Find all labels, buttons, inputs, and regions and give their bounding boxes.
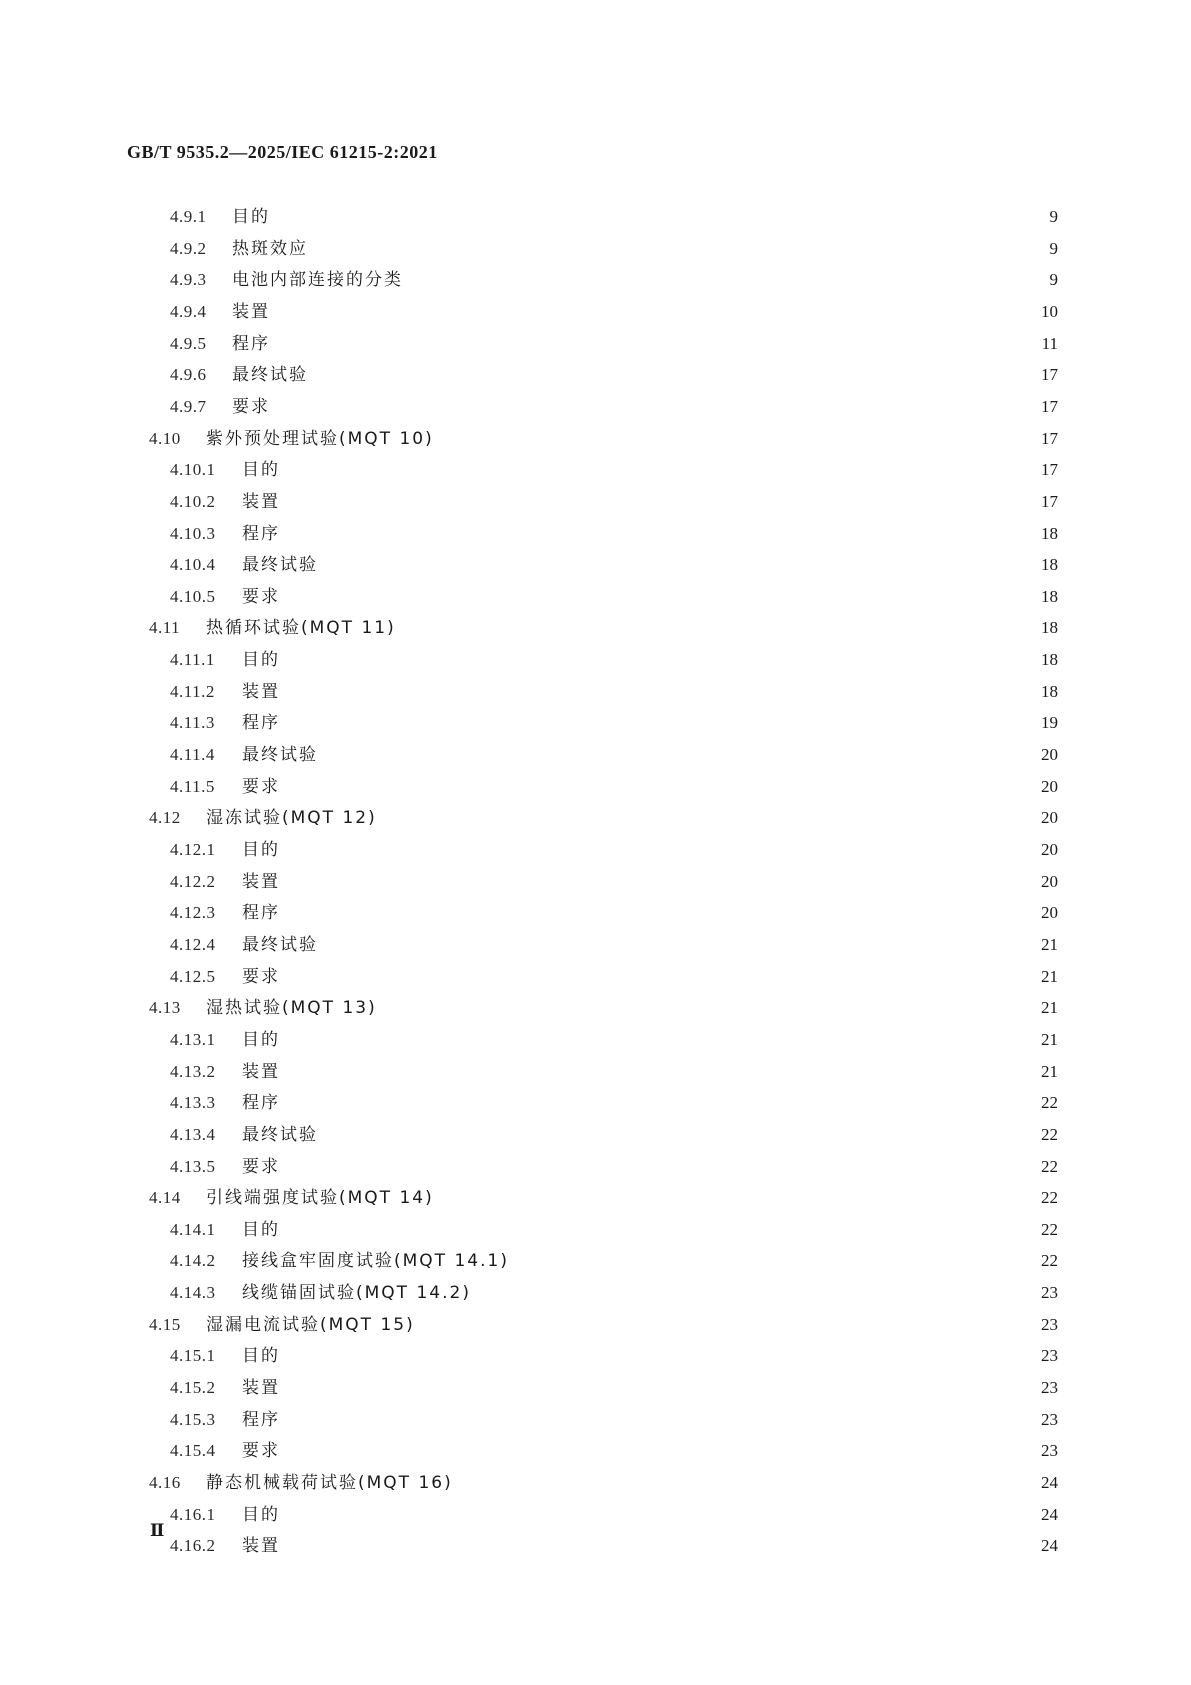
toc-entry[interactable] <box>170 734 1058 766</box>
toc-entry-page: 10 <box>1041 301 1058 321</box>
toc-entry-number: 4.15 <box>149 1314 181 1334</box>
toc-entry[interactable] <box>149 1462 1058 1493</box>
toc-entry-page: 24 <box>1041 1504 1058 1524</box>
toc-entry-number: 4.12.1 <box>170 840 216 859</box>
toc-entry-page: 20 <box>1041 840 1058 859</box>
toc-entry-page: 21 <box>1041 1029 1058 1049</box>
toc-entry[interactable] <box>170 892 1058 924</box>
toc-entry-title: 装置 <box>242 871 280 892</box>
toc-entry-number: 4.11.4 <box>170 745 215 765</box>
toc-entry-number: 4.14.3 <box>170 1283 216 1303</box>
toc-entry-number: 4.10.5 <box>170 586 216 606</box>
toc-entry[interactable] <box>170 861 1058 892</box>
standard-code-header <box>127 142 438 163</box>
toc-entry-number: 4.15.2 <box>170 1378 216 1398</box>
toc-entry-page: 23 <box>1041 1283 1058 1303</box>
toc-entry-number: 4.10.1 <box>170 460 216 480</box>
dot-leader <box>282 196 1020 222</box>
toc-entry-number: 4.15.3 <box>170 1409 216 1429</box>
toc-entry[interactable] <box>170 829 1058 860</box>
toc-entry[interactable] <box>170 228 1058 259</box>
toc-entry-page: 20 <box>1041 903 1058 923</box>
dot-leader <box>292 1494 1020 1520</box>
toc-entry[interactable] <box>149 1177 1058 1209</box>
toc-entry-title: 装置 <box>242 491 280 512</box>
toc-entry-page: 21 <box>1041 934 1058 954</box>
toc-entry-title: 最终试验 <box>242 1124 318 1145</box>
toc-entry-title: 最终试验 <box>242 934 318 955</box>
toc-entry-number: 4.12.2 <box>170 871 216 891</box>
dot-leader <box>292 766 1020 792</box>
toc-entry-page: 22 <box>1041 1219 1058 1239</box>
toc-entry[interactable] <box>170 354 1058 386</box>
toc-entry[interactable] <box>170 544 1058 576</box>
toc-entry-number: 4.11.2 <box>170 681 215 701</box>
dot-leader <box>389 797 1020 823</box>
toc-entry-page: 18 <box>1041 650 1058 670</box>
toc-entry-page: 21 <box>1041 1061 1058 1081</box>
dot-leader <box>292 576 1020 602</box>
toc-entry-title: 装置 <box>242 1536 280 1557</box>
toc-entry-number: 4.9.2 <box>170 238 207 258</box>
toc-entry-page: 9 <box>1049 238 1058 258</box>
toc-entry-title: 热斑效应 <box>232 238 308 259</box>
dot-leader <box>292 892 1020 918</box>
toc-entry-title: 接线盒牢固度试验(MQT 14.1) <box>242 1251 509 1272</box>
dot-leader <box>292 1399 1020 1425</box>
toc-entry-title: 程序 <box>242 523 280 544</box>
toc-entry[interactable] <box>170 1051 1058 1082</box>
toc-entry-page: 22 <box>1041 1251 1058 1271</box>
toc-entry-page: 18 <box>1041 681 1058 701</box>
toc-entry-page: 23 <box>1041 1346 1058 1366</box>
dot-leader <box>320 228 1020 254</box>
toc-entry-title: 热循环试验(MQT 11) <box>206 618 396 639</box>
toc-entry-title: 装置 <box>242 681 280 702</box>
toc-entry-number: 4.9.5 <box>170 333 207 353</box>
toc-entry[interactable] <box>170 1367 1058 1399</box>
toc-entry-title: 目的 <box>242 650 280 671</box>
toc-entry[interactable] <box>170 386 1058 417</box>
toc-entry-number: 4.13 <box>149 998 181 1018</box>
toc-entry-title: 装置 <box>242 1061 280 1082</box>
dot-leader <box>408 607 1020 633</box>
toc-entry-number: 4.13.3 <box>170 1093 216 1113</box>
toc-entry-title: 程序 <box>232 333 270 354</box>
toc-entry-page: 20 <box>1041 871 1058 891</box>
toc-entry-number: 4.14.2 <box>170 1251 216 1271</box>
toc-entry-page: 22 <box>1041 1188 1058 1208</box>
toc-entry-title: 要求 <box>242 1441 280 1462</box>
toc-entry[interactable] <box>170 1525 1058 1557</box>
toc-entry-title: 最终试验 <box>242 555 318 576</box>
toc-entry-page: 21 <box>1041 998 1058 1018</box>
toc-entry[interactable] <box>170 671 1058 702</box>
toc-entry-title: 装置 <box>242 1378 280 1399</box>
dot-leader <box>330 924 1020 950</box>
toc-entry-page: 23 <box>1041 1441 1058 1461</box>
dot-leader <box>521 1240 1020 1266</box>
dot-leader <box>483 1272 1020 1298</box>
toc-entry-number: 4.10 <box>149 428 181 448</box>
toc-entry-number: 4.13.4 <box>170 1124 216 1144</box>
toc-entry-number: 4.12.5 <box>170 966 216 986</box>
toc-entry-page: 17 <box>1041 491 1058 511</box>
dot-leader <box>330 734 1020 760</box>
toc-entry-title: 目的 <box>242 1029 280 1050</box>
toc-entry-number: 4.11.1 <box>170 650 215 670</box>
toc-entry-number: 4.13.5 <box>170 1156 216 1176</box>
toc-entry[interactable] <box>170 1240 1058 1272</box>
toc-entry[interactable] <box>149 797 1058 829</box>
toc-entry-page: 23 <box>1041 1378 1058 1398</box>
toc-entry-page: 24 <box>1041 1473 1058 1492</box>
dot-leader <box>292 1146 1020 1172</box>
dot-leader <box>320 354 1020 380</box>
toc-entry[interactable] <box>170 1335 1058 1367</box>
toc-entry-number: 4.14 <box>149 1188 181 1208</box>
toc-entry[interactable] <box>170 1082 1058 1114</box>
dot-leader <box>282 291 1020 317</box>
toc-entry[interactable] <box>170 1114 1058 1145</box>
toc-entry-title: 要求 <box>242 966 280 987</box>
toc-entry[interactable] <box>170 1146 1058 1177</box>
toc-entry-title: 目的 <box>232 207 270 227</box>
dot-leader <box>292 513 1020 539</box>
toc-entry-page: 18 <box>1041 555 1058 575</box>
toc-entry[interactable] <box>170 291 1058 322</box>
toc-entry-page: 20 <box>1041 776 1058 796</box>
toc-entry-number: 4.11.5 <box>170 776 215 796</box>
toc-entry[interactable] <box>170 513 1058 544</box>
toc-entry[interactable] <box>170 196 1058 227</box>
toc-entry-number: 4.10.4 <box>170 555 216 575</box>
toc-entry-title: 目的 <box>242 840 280 860</box>
dot-leader <box>282 323 1020 349</box>
toc-entry-number: 4.16.1 <box>170 1504 216 1524</box>
toc-entry-number: 4.16 <box>149 1473 181 1492</box>
toc-entry-page: 22 <box>1041 1093 1058 1113</box>
toc-entry-number: 4.13.1 <box>170 1029 216 1049</box>
toc-entry[interactable] <box>149 418 1058 449</box>
toc-entry[interactable] <box>149 607 1058 639</box>
toc-entry[interactable] <box>170 1430 1058 1462</box>
toc-entry-number: 4.13.2 <box>170 1061 216 1081</box>
toc-entry-number: 4.9.1 <box>170 207 207 226</box>
toc-entry-page: 22 <box>1041 1156 1058 1176</box>
toc-entry-number: 4.10.3 <box>170 523 216 543</box>
toc-entry-page: 22 <box>1041 1124 1058 1144</box>
toc-entry[interactable] <box>170 1019 1058 1050</box>
toc-entry-page: 19 <box>1041 713 1058 733</box>
dot-leader <box>292 449 1020 475</box>
toc-entry[interactable] <box>170 1399 1058 1430</box>
toc-entry-page: 17 <box>1041 428 1058 448</box>
toc-entry[interactable] <box>170 1494 1058 1525</box>
toc-entry-page: 18 <box>1041 586 1058 606</box>
toc-entry-page: 18 <box>1041 523 1058 543</box>
toc-entry-number: 4.12 <box>149 808 181 828</box>
dot-leader <box>292 1051 1020 1077</box>
toc-entry-page: 21 <box>1041 966 1058 986</box>
toc-entry-title: 湿漏电流试验(MQT 15) <box>206 1314 415 1335</box>
toc-entry[interactable] <box>170 576 1058 607</box>
dot-leader <box>292 1367 1020 1393</box>
dot-leader <box>292 639 1020 665</box>
dot-leader <box>330 544 1020 570</box>
dot-leader <box>282 386 1020 412</box>
toc-entry[interactable] <box>170 924 1058 955</box>
dot-leader <box>415 259 1020 285</box>
toc-entry-title: 程序 <box>242 713 280 734</box>
toc-entry-page: 11 <box>1041 333 1058 353</box>
toc-entry-number: 4.16.2 <box>170 1536 216 1556</box>
toc-entry-number: 4.14.1 <box>170 1219 216 1239</box>
toc-entry-title: 引线端强度试验(MQT 14) <box>206 1188 434 1209</box>
toc-entry-page: 18 <box>1041 618 1058 638</box>
toc-entry[interactable] <box>170 323 1058 354</box>
page-numeral: Ⅱ <box>150 1521 165 1540</box>
toc-entry[interactable] <box>170 481 1058 512</box>
toc-entry-title: 要求 <box>242 776 280 797</box>
toc-entry-title: 湿冻试验(MQT 12) <box>206 808 377 829</box>
dot-leader <box>292 1430 1020 1456</box>
dot-leader <box>292 702 1020 728</box>
toc-entry[interactable] <box>170 702 1058 734</box>
toc-entry-number: 4.10.2 <box>170 491 216 511</box>
dot-leader <box>446 418 1020 444</box>
toc-entry[interactable] <box>170 639 1058 671</box>
toc-entry-title: 线缆锚固试验(MQT 14.2) <box>242 1283 471 1304</box>
toc-entry-title: 最终试验 <box>242 745 318 766</box>
standard-code: GB/T 9535.2—2025/IEC 61215-2:2021 <box>127 142 438 162</box>
toc-entry-page: 20 <box>1041 745 1058 765</box>
toc-entry-number: 4.11.3 <box>170 713 215 733</box>
toc-entry-number: 4.15.4 <box>170 1441 216 1461</box>
toc-entry-title: 程序 <box>242 1409 280 1430</box>
dot-leader <box>446 1177 1020 1203</box>
toc-entry-title: 目的 <box>242 1504 280 1525</box>
dot-leader <box>292 829 1020 855</box>
toc-entry-page: 9 <box>1049 270 1058 290</box>
toc-entry[interactable] <box>170 956 1058 987</box>
toc-entry-title: 目的 <box>242 460 280 481</box>
toc-entry[interactable] <box>149 1304 1058 1335</box>
toc-entry-title: 静态机械载荷试验(MQT 16) <box>206 1473 453 1493</box>
toc-entry-page: 23 <box>1041 1314 1058 1334</box>
toc-entry-title: 要求 <box>242 586 280 607</box>
toc-entry-page: 23 <box>1041 1409 1058 1429</box>
toc-entry-number: 4.9.4 <box>170 301 207 321</box>
toc-entry[interactable] <box>170 1209 1058 1240</box>
toc-entry-title: 目的 <box>242 1346 280 1367</box>
dot-leader <box>292 481 1020 507</box>
toc-entry-page: 9 <box>1049 207 1058 226</box>
dot-leader <box>292 671 1020 697</box>
toc-entry-number: 4.9.7 <box>170 396 207 416</box>
dot-leader <box>292 1019 1020 1045</box>
toc-entry-page: 20 <box>1041 808 1058 828</box>
dot-leader <box>465 1462 1020 1488</box>
toc-entry-title: 目的 <box>242 1219 280 1240</box>
toc-entry-title: 紫外预处理试验(MQT 10) <box>206 428 434 449</box>
toc-entry-number: 4.12.4 <box>170 934 216 954</box>
dot-leader <box>292 1525 1020 1551</box>
toc-entry-title: 电池内部连接的分类 <box>232 270 403 291</box>
toc-entry-title: 程序 <box>242 1093 280 1114</box>
toc-entry-number: 4.11 <box>149 618 181 638</box>
toc-entry-page: 17 <box>1041 365 1058 385</box>
toc-entry[interactable] <box>149 987 1058 1019</box>
toc-entry-page: 17 <box>1041 460 1058 480</box>
dot-leader <box>292 956 1020 982</box>
dot-leader <box>292 1335 1020 1361</box>
toc-entry-title: 要求 <box>242 1156 280 1177</box>
toc-entry-number: 4.15.1 <box>170 1346 216 1366</box>
toc-entry-number: 4.12.3 <box>170 903 216 923</box>
toc-entry[interactable] <box>170 259 1058 291</box>
dot-leader <box>292 1082 1020 1108</box>
toc-entry-number: 4.9.3 <box>170 270 207 290</box>
toc-entry-page: 24 <box>1041 1536 1058 1556</box>
toc-entry-title: 程序 <box>242 903 280 924</box>
toc-entry-title: 要求 <box>232 396 270 417</box>
dot-leader <box>330 1114 1020 1140</box>
dot-leader <box>292 861 1020 887</box>
toc-entry-number: 4.9.6 <box>170 365 207 385</box>
toc-entry[interactable] <box>170 449 1058 481</box>
dot-leader <box>292 1209 1020 1235</box>
toc-entry-title: 湿热试验(MQT 13) <box>206 998 377 1019</box>
toc-entry-title: 最终试验 <box>232 365 308 386</box>
toc-entry-title: 装置 <box>232 301 270 322</box>
toc-entry[interactable] <box>170 1272 1058 1304</box>
dot-leader <box>389 987 1020 1013</box>
dot-leader <box>427 1304 1020 1330</box>
toc-entry[interactable] <box>170 766 1058 797</box>
toc-entry-page: 17 <box>1041 396 1058 416</box>
